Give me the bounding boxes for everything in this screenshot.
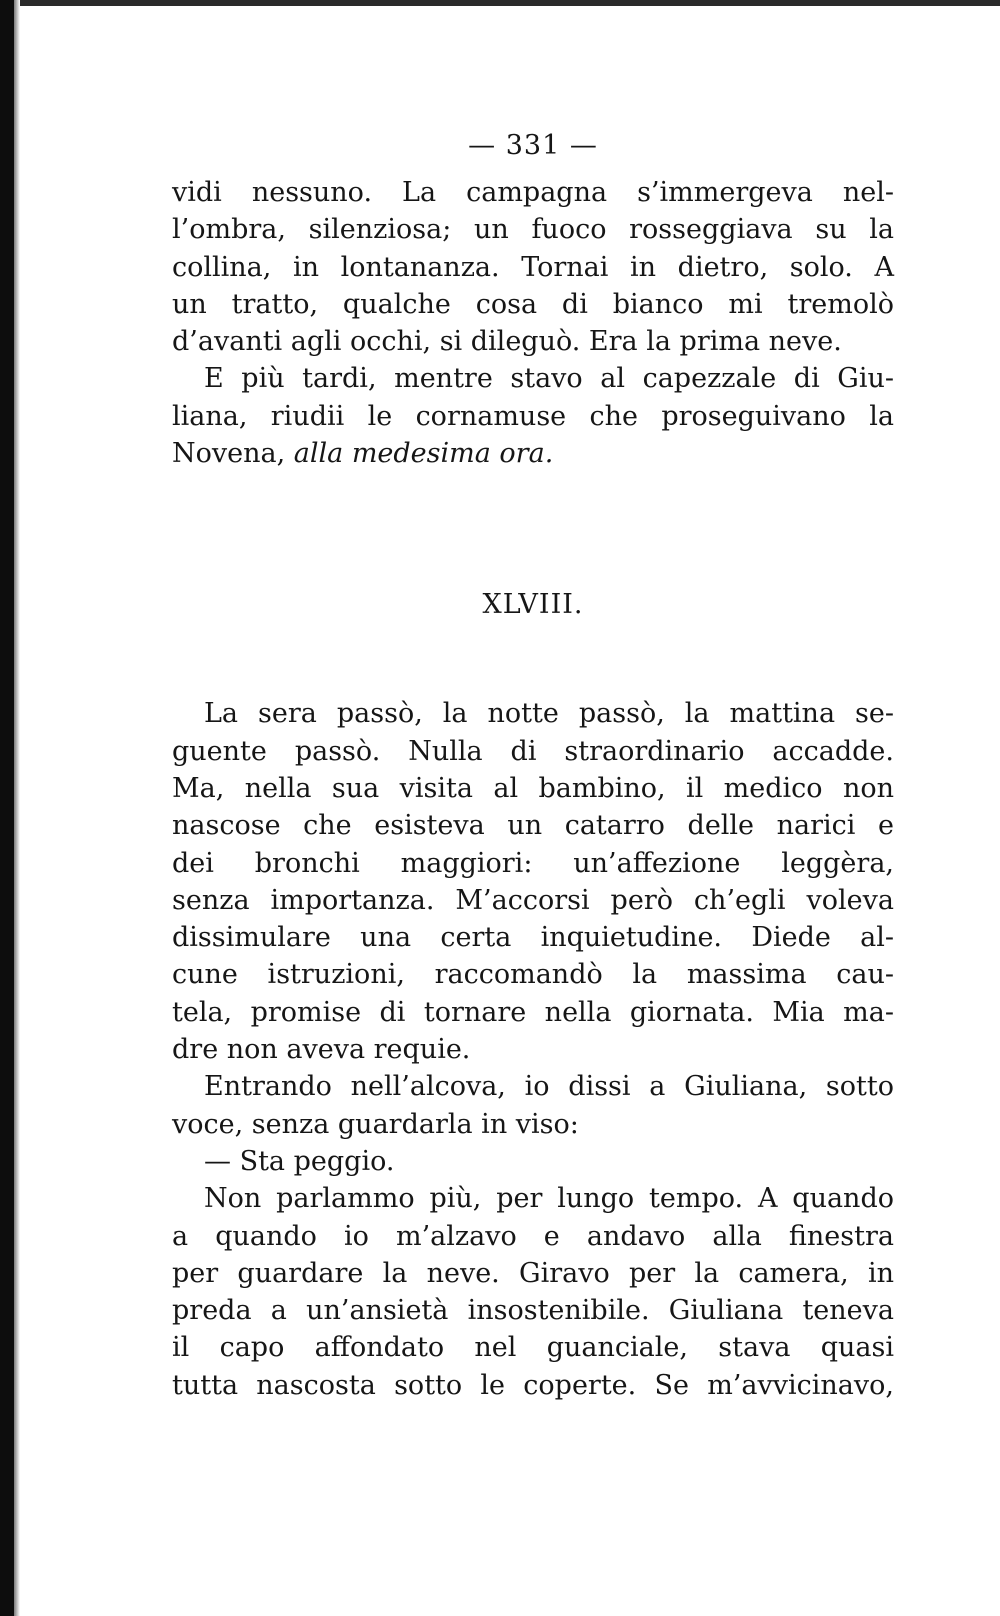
text-line: E più tardi, mentre stavo al capezzale di Giu- bbox=[204, 363, 894, 395]
text-line: nascose che esisteva un catarro delle narici e bbox=[172, 810, 894, 842]
text-line: un tratto, qualche cosa di bianco mi tremolò bbox=[172, 288, 894, 320]
paragraph-2 bbox=[172, 360, 894, 472]
book-binding-edge bbox=[0, 0, 14, 1616]
text-fragment: Novena, bbox=[172, 438, 294, 470]
text-line: d’avanti agli occhi, si dileguò. Era la prima neve. bbox=[172, 326, 842, 358]
text-line: collina, in lontananza. Tornai in dietro, solo. A bbox=[172, 251, 894, 283]
paragraph-3 bbox=[172, 695, 894, 1068]
text-line: preda a un’ansietà insostenibile. Giuliana teneva bbox=[172, 1295, 894, 1327]
paragraph-4 bbox=[172, 1068, 894, 1143]
text-line: Ma, nella sua visita al bambino, il medico non bbox=[172, 772, 894, 804]
text-line: senza importanza. M’accorsi però ch’egli voleva bbox=[172, 884, 894, 916]
text-line bbox=[172, 435, 894, 472]
paragraph-6 bbox=[172, 1180, 894, 1404]
text-line: tutta nascosta sotto le coperte. Se m’avvicinavo, bbox=[172, 1369, 894, 1401]
paragraph-5 bbox=[172, 1143, 894, 1180]
dialogue-line: — Sta peggio. bbox=[204, 1145, 395, 1177]
text-line: tela, promise di tornare nella giornata. Mia ma- bbox=[172, 996, 894, 1028]
text-line: vidi nessuno. La campagna s’immergeva nel- bbox=[172, 177, 894, 208]
book-page bbox=[172, 118, 894, 1404]
page-top-edge bbox=[0, 0, 1000, 6]
text-line: Entrando nell’alcova, io dissi a Giuliana, sotto bbox=[204, 1071, 894, 1103]
text-line: cune istruzioni, raccomandò la massima cau- bbox=[172, 959, 894, 991]
chapter-heading: XLVIII. bbox=[482, 589, 584, 621]
paragraph-1 bbox=[172, 174, 894, 360]
text-line: Non parlammo più, per lungo tempo. A quando bbox=[204, 1183, 894, 1215]
page-number: — 331 — bbox=[468, 130, 598, 161]
text-line: l’ombra, silenziosa; un fuoco rosseggiava su la bbox=[172, 214, 894, 246]
italic-phrase: alla medesima ora. bbox=[293, 438, 554, 470]
text-line: per guardare la neve. Giravo per la camera, in bbox=[172, 1257, 894, 1289]
text-line: liana, riudii le cornamuse che proseguivano la bbox=[172, 400, 894, 432]
text-line: a quando io m’alzavo e andavo alla finestra bbox=[172, 1220, 894, 1252]
text-line: La sera passò, la notte passò, la mattina se- bbox=[204, 698, 894, 730]
binding-shadow bbox=[14, 0, 20, 1616]
text-line: il capo affondato nel guanciale, stava quasi bbox=[172, 1332, 894, 1364]
text-line: dissimulare una certa inquietudine. Diede al- bbox=[172, 922, 894, 954]
text-line: dei bronchi maggiori: un’affezione leggèra, bbox=[172, 847, 894, 879]
text-line: dre non aveva requie. bbox=[172, 1034, 471, 1066]
text-line: guente passò. Nulla di straordinario accadde. bbox=[172, 735, 894, 767]
text-line: voce, senza guardarla in viso: bbox=[172, 1108, 579, 1140]
